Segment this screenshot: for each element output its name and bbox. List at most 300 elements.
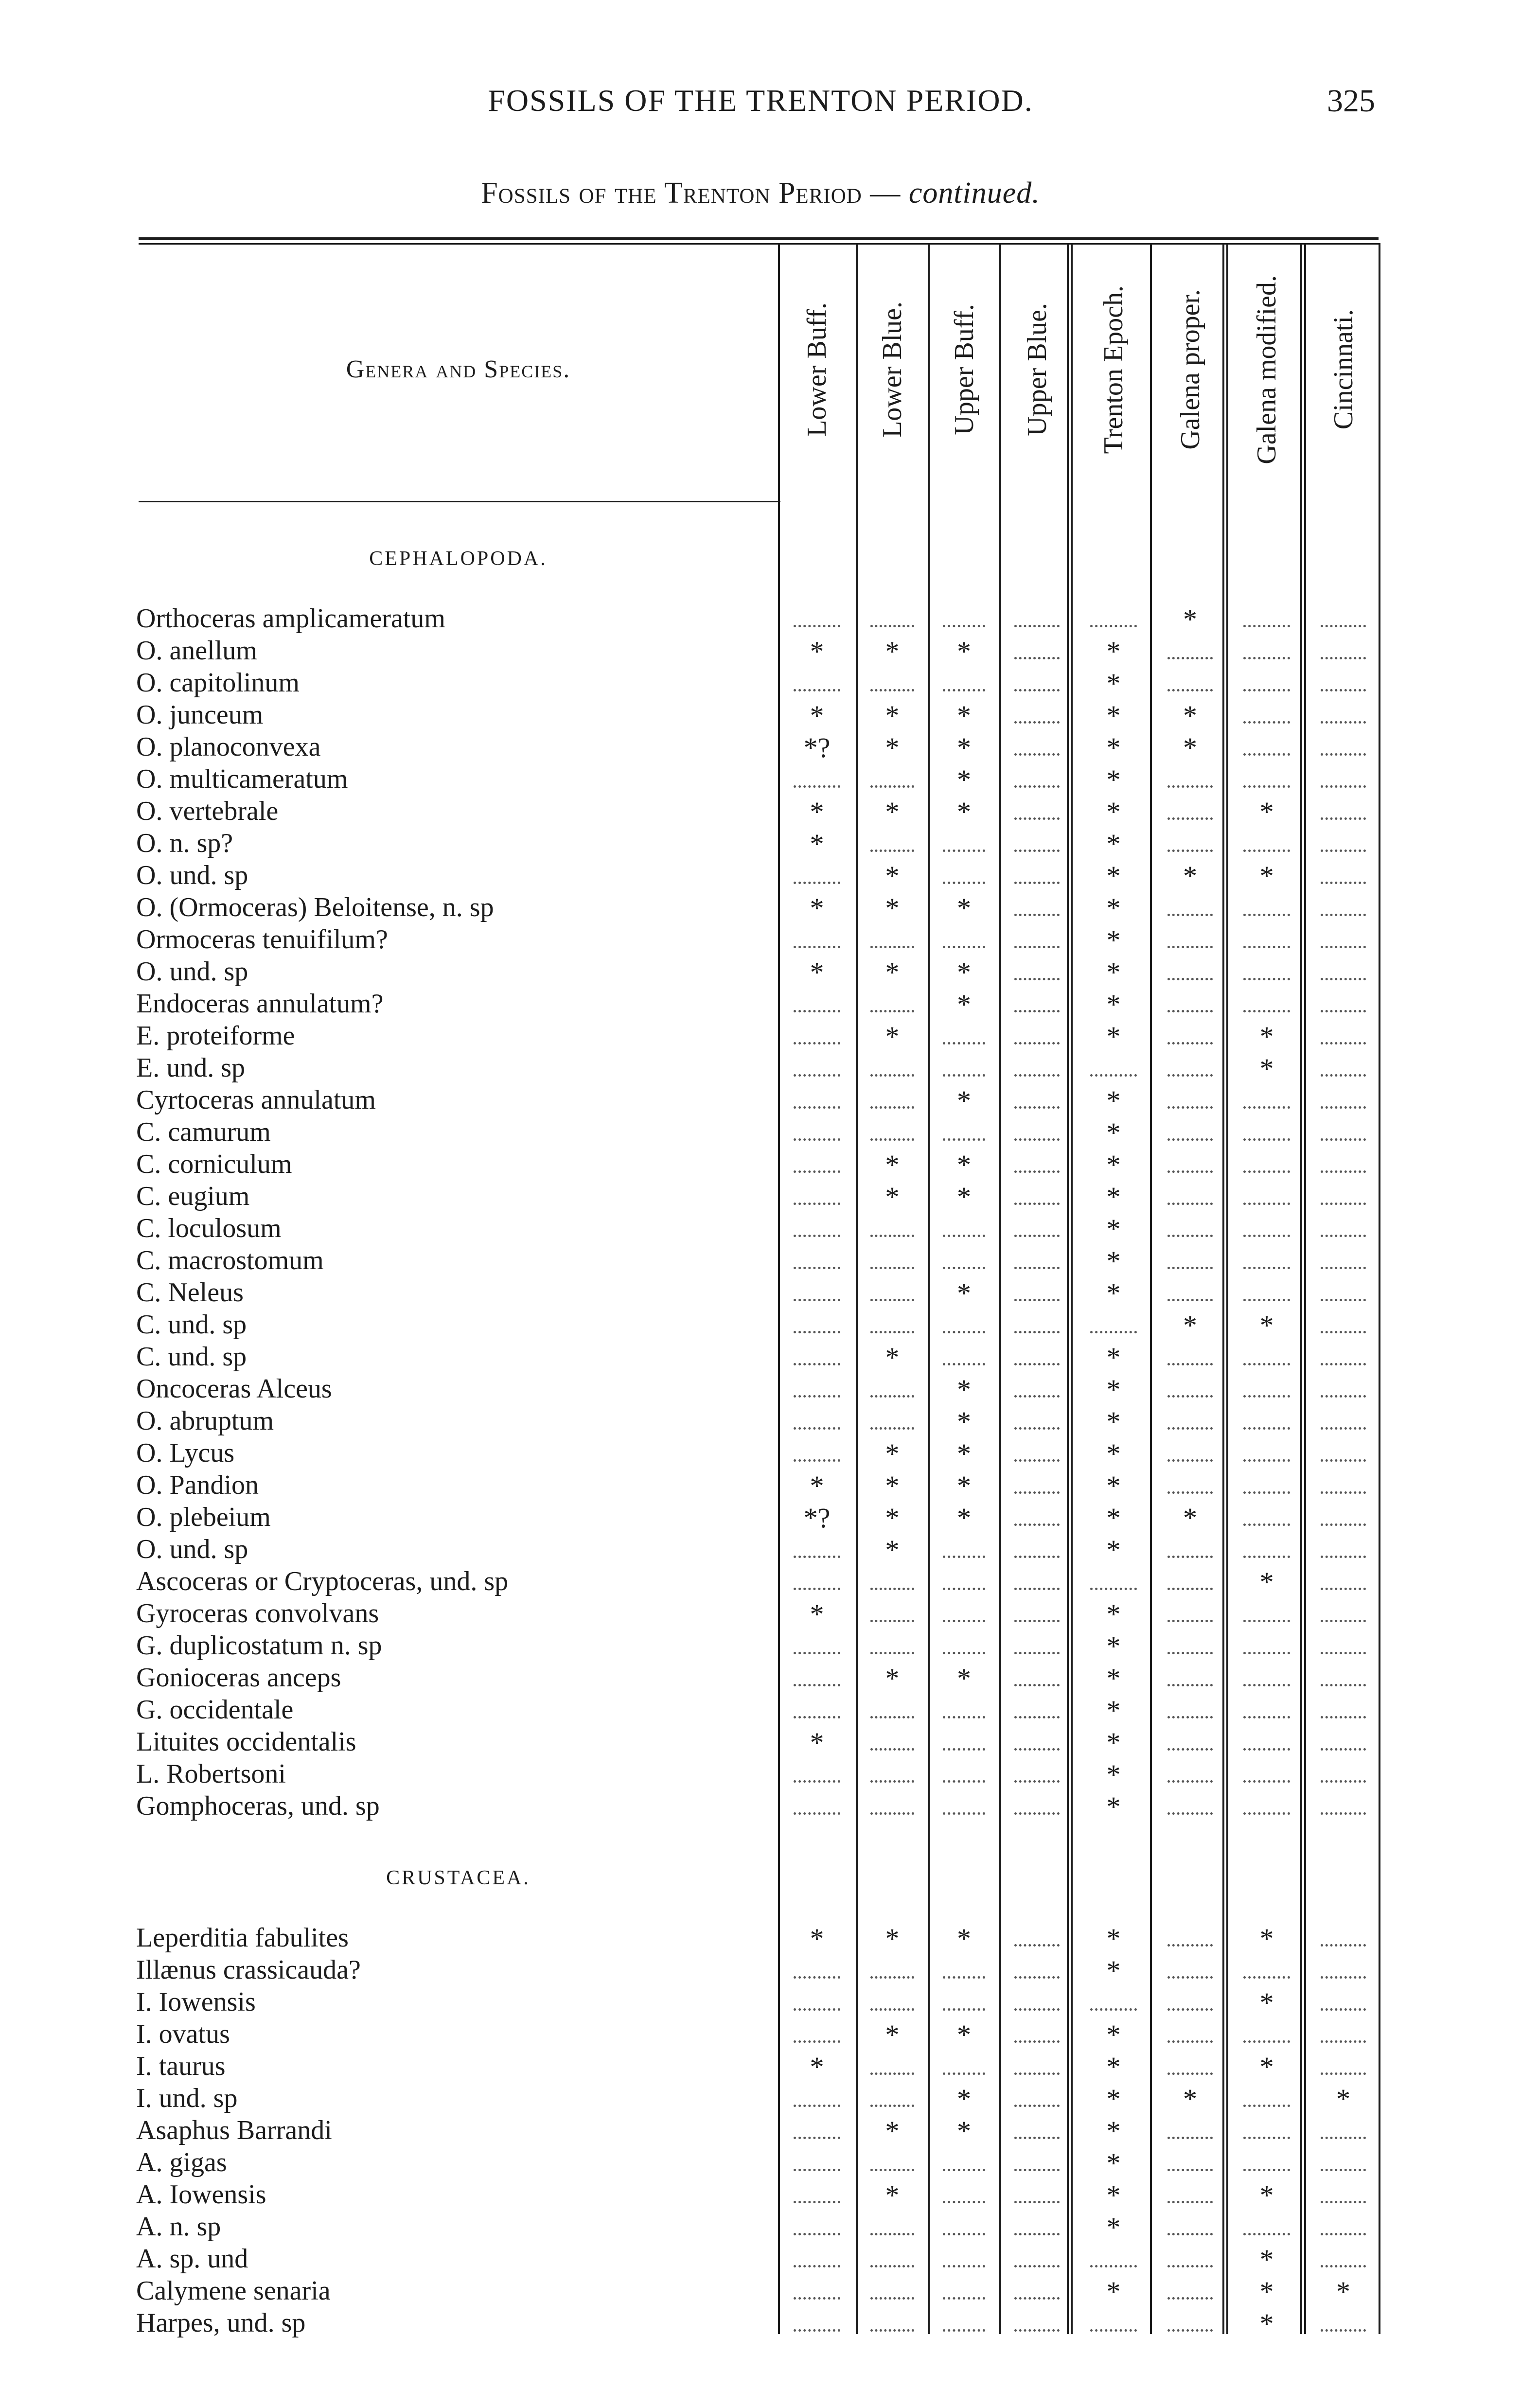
table-cell: [931, 2147, 997, 2178]
table-row: [136, 924, 1381, 955]
table-cell: *: [1106, 1117, 1121, 1149]
table-row: [136, 2243, 1381, 2274]
table-cell: [1002, 924, 1072, 955]
table-cell: *: [1183, 2083, 1197, 2115]
species-name: [136, 1084, 778, 1115]
leader-dots: [1243, 2040, 1290, 2043]
table-cell: *: [810, 1598, 824, 1630]
table-cell: *: [957, 1470, 971, 1502]
leader-dots: [1014, 1523, 1060, 1526]
leader-dots: [1243, 2233, 1290, 2235]
leader-dots: [1321, 689, 1366, 691]
leader-dots: [943, 2008, 985, 2011]
table-cell: [1308, 1341, 1379, 1372]
table-row: [136, 1437, 1381, 1469]
table-cell: *: [1259, 2308, 1274, 2339]
table-cell: [1230, 763, 1303, 795]
table-cell: *: [885, 2179, 900, 2211]
table-cell: [1308, 731, 1379, 762]
column-header-label: Upper Blue.: [1022, 303, 1052, 436]
species-name-text: O. multicameratum: [136, 764, 350, 794]
leader-dots: [1243, 1267, 1290, 1269]
table-cell: *: [1106, 828, 1121, 860]
table-cell: [1308, 1726, 1379, 1757]
table-cell: [1308, 603, 1379, 634]
leader-dots: [870, 785, 914, 788]
table-cell: [1230, 1630, 1303, 1661]
table-cell: *: [1106, 2083, 1121, 2115]
leader-dots: [794, 2137, 840, 2139]
table-row: [136, 1986, 1381, 2018]
species-name-text: A. Iowensis: [136, 2179, 268, 2210]
table-title-continued: continued.: [908, 177, 1040, 210]
leader-dots: [870, 1074, 914, 1077]
table-cell: [1002, 2275, 1072, 2306]
table-row: [136, 828, 1381, 859]
table-cell: [1230, 1245, 1303, 1276]
genera-header: Genera and Species.: [346, 355, 571, 383]
table-cell: *: [810, 700, 824, 731]
table-cell: [931, 1630, 997, 1661]
table-cell: [1230, 1277, 1303, 1308]
table-cell: *: [957, 700, 971, 731]
leader-dots: [1167, 2169, 1213, 2171]
species-name: [136, 956, 778, 987]
leader-dots: [1167, 1812, 1213, 1815]
table-title-text: Fossils of the Trenton Period —: [481, 177, 901, 210]
leader-dots: [1167, 850, 1213, 852]
leader-dots: [1243, 753, 1290, 756]
table-cell: [780, 2275, 853, 2306]
table-cell: *: [1106, 1630, 1121, 1662]
table-cell: *: [957, 2115, 971, 2147]
table-row: [136, 2018, 1381, 2050]
leader-dots: [1167, 1491, 1213, 1494]
table-cell: *: [1106, 1374, 1121, 1405]
table-cell: *: [885, 860, 900, 892]
leader-dots: [1014, 1074, 1060, 1077]
table-cell: [1155, 1758, 1225, 1789]
table-cell: [1230, 1598, 1303, 1629]
table-cell: *: [1259, 1923, 1274, 1954]
table-row: [136, 667, 1381, 698]
species-name: [136, 892, 778, 923]
table-row: [136, 2211, 1381, 2242]
leader-dots: [794, 1138, 840, 1141]
table-cell: [1308, 1566, 1379, 1597]
leader-dots: [1167, 1074, 1213, 1077]
table-cell: *: [957, 989, 971, 1020]
species-name-text: A. n. sp: [136, 2212, 223, 2242]
leader-dots: [1243, 2137, 1290, 2139]
species-name-text: Lituites occidentalis: [136, 1727, 358, 1757]
leader-dots: [794, 1652, 840, 1654]
species-name: [136, 2083, 778, 2114]
table-cell: [1155, 1149, 1225, 1180]
table-title: [0, 176, 1521, 211]
leader-dots: [870, 1395, 914, 1398]
table-cell: *: [1106, 732, 1121, 763]
leader-dots: [1243, 1716, 1290, 1718]
table-cell: [1002, 1020, 1072, 1051]
table-cell: [780, 1790, 853, 1822]
species-name: [136, 2275, 778, 2306]
table-cell: [1308, 796, 1379, 827]
leader-dots: [794, 1556, 840, 1558]
table-cell: *: [957, 2019, 971, 2051]
leader-dots: [943, 1138, 985, 1141]
table-cell: *: [957, 1277, 971, 1309]
table-cell: [780, 1149, 853, 1180]
table-cell: *: [885, 796, 900, 828]
leader-dots: [1321, 1331, 1366, 1333]
leader-dots: [870, 2233, 914, 2235]
species-name-text: C. Neleus: [136, 1277, 246, 1308]
leader-dots: [1167, 1684, 1213, 1686]
table-cell: [1002, 699, 1072, 730]
leader-dots: [1090, 1331, 1137, 1333]
leader-dots: [794, 2008, 840, 2011]
table-cell: *: [1259, 2179, 1274, 2211]
leader-dots: [1321, 1170, 1366, 1173]
table-cell: [1077, 1052, 1150, 1083]
table-cell: *: [810, 956, 824, 988]
species-name-text: I. taurus: [136, 2051, 228, 2081]
leader-dots: [794, 2329, 840, 2332]
table-cell: [1002, 828, 1072, 859]
species-name: [136, 1245, 778, 1276]
leader-dots: [1167, 1299, 1213, 1301]
table-cell: [780, 1052, 853, 1083]
table-row: [136, 2147, 1381, 2178]
leader-dots: [870, 1427, 914, 1430]
table-cell: *: [885, 1663, 900, 1694]
table-cell: [1002, 796, 1072, 827]
table-cell: [858, 1277, 926, 1308]
leader-dots: [1243, 1299, 1290, 1301]
table-cell: [1155, 1534, 1225, 1565]
leader-dots: [1014, 882, 1060, 884]
leader-dots: [1167, 1556, 1213, 1558]
table-cell: *: [1259, 2051, 1274, 2083]
table-cell: [780, 1116, 853, 1148]
table-cell: [931, 1954, 997, 1985]
leader-dots: [943, 1331, 985, 1333]
leader-dots: [870, 1010, 914, 1012]
table-cell: [931, 2051, 997, 2082]
species-name: [136, 1437, 778, 1469]
table-row: [136, 1534, 1381, 1565]
leader-dots: [794, 625, 840, 627]
table-cell: [1002, 956, 1072, 987]
leader-dots: [1014, 1170, 1060, 1173]
table-cell: [1002, 1373, 1072, 1404]
table-cell: [1230, 1149, 1303, 1180]
table-cell: *: [1106, 2276, 1121, 2307]
table-cell: [1002, 2147, 1072, 2178]
table-cell: *: [810, 2051, 824, 2083]
table-cell: *: [1259, 796, 1274, 828]
table-cell: *: [1106, 1085, 1121, 1116]
leader-dots: [1243, 978, 1290, 980]
leader-dots: [1243, 1556, 1290, 1558]
table-cell: *: [810, 636, 824, 667]
table-cell: *: [885, 892, 900, 924]
species-name-text: O. und. sp: [136, 860, 250, 890]
table-cell: *: [1106, 1791, 1121, 1823]
leader-dots: [1014, 1138, 1060, 1141]
species-name-text: O. (Ormoceras) Beloitense, n. sp: [136, 892, 496, 922]
table-row: [136, 2115, 1381, 2146]
table-cell: *: [810, 892, 824, 924]
leader-dots: [1014, 1976, 1060, 1979]
leader-dots: [943, 689, 985, 691]
leader-dots: [870, 1620, 914, 1622]
table-cell: *: [1259, 1310, 1274, 1341]
table-cell: [1002, 2051, 1072, 2082]
leader-dots: [870, 1267, 914, 1269]
species-name: [136, 1694, 778, 1725]
table-cell: *: [885, 956, 900, 988]
leader-dots: [1321, 1138, 1366, 1141]
leader-dots: [794, 1106, 840, 1109]
table-cell: [931, 1116, 997, 1148]
leader-dots: [1321, 2137, 1366, 2139]
table-cell: [1155, 2179, 1225, 2210]
table-cell: [1308, 860, 1379, 891]
leader-dots: [1243, 946, 1290, 948]
leader-dots: [1014, 1812, 1060, 1815]
table-row: [136, 603, 1381, 634]
leader-dots: [1014, 1010, 1060, 1012]
table-cell: [1308, 2243, 1379, 2274]
table-cell: [1308, 988, 1379, 1019]
leader-dots: [1321, 817, 1366, 820]
table-cell: *: [885, 636, 900, 667]
table-cell: [1002, 1116, 1072, 1148]
table-cell: [1155, 1598, 1225, 1629]
table-row: [136, 1470, 1381, 1501]
column-header-label: Upper Buff.: [949, 304, 979, 435]
leader-dots: [1090, 625, 1137, 627]
table-cell: *: [957, 764, 971, 796]
table-cell: [858, 2051, 926, 2082]
table-cell: *: [1336, 2276, 1350, 2307]
table-cell: [1308, 2147, 1379, 2178]
species-name: [136, 667, 778, 698]
table-cell: [1002, 1502, 1072, 1533]
species-name-text: O. vertebrale: [136, 796, 280, 826]
species-name-text: Illænus crassicauda?: [136, 1955, 363, 1985]
leader-dots: [943, 1267, 985, 1269]
leader-dots: [1167, 2040, 1213, 2043]
table-cell: [1155, 635, 1225, 666]
table-cell: [858, 2275, 926, 2306]
leader-dots: [1167, 1716, 1213, 1718]
leader-dots: [1014, 1588, 1060, 1590]
table-cell: *: [1106, 1534, 1121, 1566]
leader-dots: [1014, 625, 1060, 627]
table-cell: [1002, 1986, 1072, 2018]
running-title: FOSSILS OF THE TRENTON PERIOD.: [488, 83, 1033, 118]
table-cell: [931, 1341, 997, 1372]
leader-dots: [1014, 1780, 1060, 1783]
table-cell: [1230, 1116, 1303, 1148]
table-cell: [1002, 1405, 1072, 1436]
table-cell: *: [1106, 668, 1121, 699]
table-cell: [1308, 2211, 1379, 2242]
table-cell: [780, 1566, 853, 1597]
leader-dots: [1243, 1684, 1290, 1686]
leader-dots: [1167, 2201, 1213, 2203]
table-cell: [1308, 956, 1379, 987]
table-cell: [1230, 1954, 1303, 1985]
leader-dots: [1321, 2040, 1366, 2043]
leader-dots: [794, 1684, 840, 1686]
table-cell: *: [957, 1149, 971, 1181]
table-cell: *: [957, 1663, 971, 1694]
table-row: [136, 1954, 1381, 1985]
table-cell: [931, 828, 997, 859]
table-row: [136, 763, 1381, 795]
table-cell: [858, 1213, 926, 1244]
table-cell: [1155, 1662, 1225, 1693]
leader-dots: [1243, 1363, 1290, 1365]
leader-dots: [1167, 2265, 1213, 2267]
table-cell: *: [1106, 2212, 1121, 2243]
leader-dots: [1014, 1652, 1060, 1654]
table-cell: [1308, 1470, 1379, 1501]
leader-dots: [1014, 2297, 1060, 2300]
table-cell: [1155, 1566, 1225, 1597]
leader-dots: [1167, 2072, 1213, 2075]
species-name: [136, 1726, 778, 1757]
column-header-label: Cincinnati.: [1328, 309, 1359, 430]
table-cell: [1002, 1245, 1072, 1276]
table-cell: *: [1183, 700, 1197, 731]
table-cell: [931, 2275, 997, 2306]
table-cell: [1155, 2147, 1225, 2178]
table-cell: [1002, 1470, 1072, 1501]
species-name-text: O. abruptum: [136, 1406, 276, 1436]
table-cell: [931, 1309, 997, 1340]
table-cell: *: [957, 1923, 971, 1954]
table-cell: [1230, 1470, 1303, 1501]
species-name-text: O. und. sp: [136, 956, 250, 987]
table-row: [136, 635, 1381, 666]
species-name-text: Harpes, und. sp: [136, 2308, 307, 2338]
leader-dots: [1321, 1716, 1366, 1718]
species-name: [136, 603, 778, 634]
table-row: [136, 1790, 1381, 1822]
table-row: [136, 2051, 1381, 2082]
leader-dots: [1243, 1395, 1290, 1398]
leader-dots: [794, 1203, 840, 1205]
table-cell: [1308, 1052, 1379, 1083]
table-cell: *: [885, 1342, 900, 1373]
table-cell: *: [957, 796, 971, 828]
leader-dots: [1167, 1138, 1213, 1141]
leader-dots: [794, 2265, 840, 2267]
leader-dots: [1014, 1331, 1060, 1333]
species-name: [136, 860, 778, 891]
species-name: [136, 2243, 778, 2274]
leader-dots: [870, 1106, 914, 1109]
table-cell: [1155, 924, 1225, 955]
leader-dots: [1090, 2265, 1137, 2267]
leader-dots: [1243, 1976, 1290, 1979]
table-cell: [780, 2083, 853, 2114]
leader-dots: [943, 1363, 985, 1365]
table-cell: *: [810, 828, 824, 860]
table-cell: [1002, 1052, 1072, 1083]
table-cell: [1155, 763, 1225, 795]
table-cell: [780, 1181, 853, 1212]
table-cell: [858, 1373, 926, 1404]
table-cell: [1155, 1986, 1225, 2018]
table-cell: [1155, 988, 1225, 1019]
leader-dots: [794, 946, 840, 948]
table-cell: [1002, 2115, 1072, 2146]
species-name: [136, 1566, 778, 1597]
leader-dots: [1321, 2329, 1366, 2332]
header-bottom-rule: [139, 501, 780, 502]
top-rule-thick: [139, 237, 1379, 240]
table-cell: [1230, 828, 1303, 859]
table-cell: *: [1106, 1663, 1121, 1694]
leader-dots: [1014, 1491, 1060, 1494]
table-cell: [1002, 1309, 1072, 1340]
leader-dots: [1243, 1170, 1290, 1173]
table-cell: *: [885, 700, 900, 731]
table-cell: [1230, 603, 1303, 634]
table-cell: [1155, 1694, 1225, 1725]
leader-dots: [1321, 1267, 1366, 1269]
leader-dots: [794, 1780, 840, 1783]
table-cell: [858, 2147, 926, 2178]
table-cell: [858, 1116, 926, 1148]
table-cell: [1002, 1598, 1072, 1629]
page-number: 325: [1327, 83, 1375, 119]
table-cell: *: [957, 956, 971, 988]
table-cell: [780, 1020, 853, 1051]
column-header: [1230, 243, 1303, 496]
leader-dots: [1321, 914, 1366, 916]
leader-dots: [943, 1780, 985, 1783]
leader-dots: [794, 1459, 840, 1462]
table-cell: [858, 1790, 926, 1822]
leader-dots: [1321, 1556, 1366, 1558]
species-name-text: Ascoceras or Cryptoceras, und. sp: [136, 1566, 510, 1596]
table-cell: [1230, 1534, 1303, 1565]
table-cell: [1155, 892, 1225, 923]
table-cell: [1308, 1213, 1379, 1244]
table-cell: *: [1106, 1759, 1121, 1790]
species-name-text: O. Lycus: [136, 1438, 236, 1468]
table-cell: [1002, 1954, 1072, 1985]
table-cell: [780, 2243, 853, 2274]
species-name: [136, 1309, 778, 1340]
table-cell: [1155, 1922, 1225, 1953]
table-cell: [1308, 1277, 1379, 1308]
leader-dots: [1014, 1299, 1060, 1301]
leader-dots: [1321, 1523, 1366, 1526]
table-cell: [1308, 699, 1379, 730]
species-name-text: G. occidentale: [136, 1695, 295, 1725]
table-cell: [858, 1245, 926, 1276]
species-name-text: I. Iowensis: [136, 1987, 258, 2017]
table-cell: [1155, 1470, 1225, 1501]
